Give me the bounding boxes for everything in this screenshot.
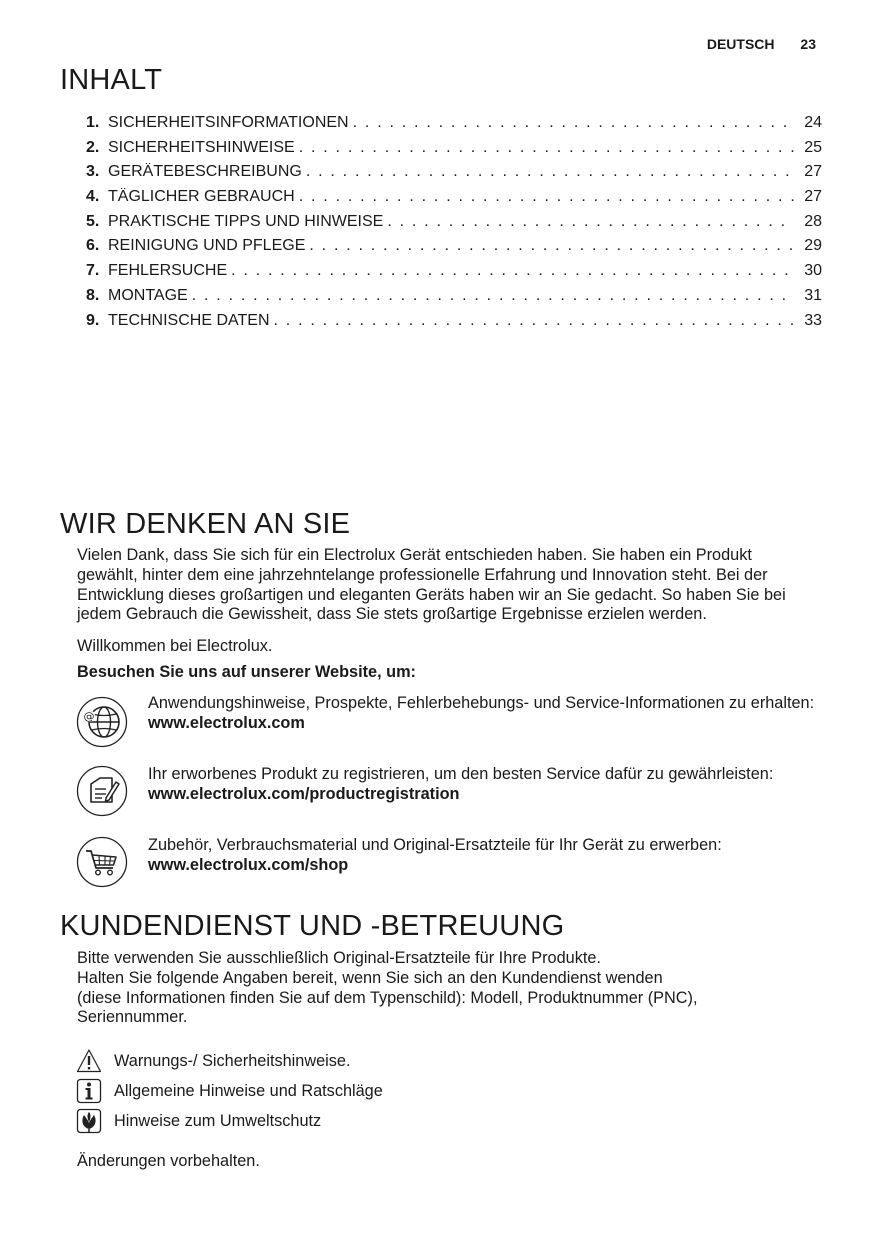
toc-leader-dots — [231, 262, 794, 280]
shopping-cart-icon — [76, 836, 128, 888]
toc-item-title: SICHERHEITSINFORMATIONEN — [108, 114, 349, 131]
toc-item-number: 4. — [86, 188, 100, 206]
visit-heading: Besuchen Sie uns auf unserer Website, um: — [77, 663, 416, 681]
toc-leader-dots — [306, 163, 794, 181]
kundendienst-line: Halten Sie folgende Angaben bereit, wenn Sie sich an den Kundendienst wenden — [77, 968, 663, 987]
toc-item[interactable] — [86, 139, 822, 164]
legend-text: Warnungs-/ Sicherheitshinweise. — [114, 1052, 351, 1070]
website-info-text: Anwendungshinweise, Prospekte, Fehlerbehebungs- und Service-Informationen zu erhalten: — [148, 694, 815, 712]
toc-title: INHALT — [60, 64, 163, 96]
toc-item-number: 1. — [86, 114, 100, 131]
toc-leader-dots — [192, 287, 794, 305]
toc-item-title: GERÄTEBESCHREIBUNG — [108, 163, 302, 181]
toc-item-number: 6. — [86, 237, 100, 255]
toc-item[interactable] — [86, 312, 822, 337]
kundendienst-line: Bitte verwenden Sie ausschließlich Original-Ersatzteile für Ihre Produkte. — [77, 949, 601, 967]
toc-item[interactable] — [86, 262, 822, 287]
toc-item-number: 8. — [86, 286, 100, 304]
toc-item-title: REINIGUNG UND PFLEGE — [108, 237, 306, 255]
page-number: 23 — [800, 36, 816, 52]
toc-item[interactable] — [86, 237, 822, 262]
toc-item-page: 29 — [804, 237, 822, 255]
toc-item-number: 9. — [86, 311, 100, 329]
toc-item-page: 28 — [804, 212, 822, 230]
toc-item-title: FEHLERSUCHE — [108, 262, 228, 280]
toc-item[interactable] — [86, 213, 822, 238]
language-label: DEUTSCH — [706, 36, 775, 52]
toc-leader-dots — [299, 139, 794, 157]
toc-item[interactable] — [86, 114, 822, 139]
shop-text: Zubehör, Verbrauchsmaterial und Original-Ersatzteile für Ihr Gerät zu erwerben: — [148, 836, 722, 854]
toc-leader-dots — [274, 312, 795, 330]
table-of-contents — [86, 114, 822, 336]
page-header — [707, 36, 816, 52]
toc-item-number: 3. — [86, 163, 100, 181]
svg-text:@: @ — [83, 710, 95, 723]
globe-at-icon — [76, 696, 128, 748]
toc-item[interactable] — [86, 188, 822, 213]
toc-item-title: MONTAGE — [108, 286, 188, 304]
kundendienst-line: (diese Informationen finden Sie auf dem Typenschild): Modell, Produktnummer (PNC), — [77, 988, 698, 1007]
intro-paragraph: Vielen Dank, dass Sie sich für ein Electrolux Gerät entschieden haben. Sie haben ein Produkt gewählt, hinter dem eine jahrzehntelange professionelle Erfahrung und Innovation steht. Bei der Entwicklung dieses großartigen und eleganten Geräts haben wir an Sie gedacht. So haben Sie bei jedem Gebrauch die Gewissheit, dass Sie stets großartige Ergebnisse erzielen werden. — [77, 546, 786, 624]
toc-item-number: 5. — [86, 212, 100, 230]
warning-icon — [76, 1048, 102, 1074]
kundendienst-line: Seriennummer. — [77, 1008, 188, 1027]
toc-leader-dots — [353, 114, 794, 132]
website-link[interactable]: www.electrolux.com — [148, 713, 305, 732]
kundendienst-paragraph — [77, 949, 817, 1028]
legend-text: Hinweise zum Umweltschutz — [114, 1112, 322, 1130]
toc-item-page: 30 — [804, 262, 822, 280]
toc-item-number: 2. — [86, 138, 100, 156]
shop-link[interactable]: www.electrolux.com/shop — [148, 855, 349, 874]
toc-item-number: 7. — [86, 262, 100, 280]
changes-note: Änderungen vorbehalten. — [77, 1152, 260, 1170]
toc-item-page: 25 — [804, 138, 822, 156]
toc-leader-dots — [387, 213, 794, 231]
toc-item-page: 33 — [804, 311, 822, 329]
toc-item-page: 24 — [804, 114, 822, 131]
toc-item-title: TECHNISCHE DATEN — [108, 311, 270, 329]
toc-item-title: PRAKTISCHE TIPPS UND HINWEISE — [108, 212, 384, 230]
toc-leader-dots — [309, 237, 794, 255]
toc-item-title: TÄGLICHER GEBRAUCH — [108, 188, 295, 206]
environment-icon — [76, 1108, 102, 1134]
welcome-text: Willkommen bei Electrolux. — [77, 637, 273, 655]
legend-text: Allgemeine Hinweise und Ratschläge — [114, 1082, 383, 1100]
toc-item-page: 31 — [804, 286, 822, 304]
toc-leader-dots — [299, 188, 794, 206]
toc-item-title: SICHERHEITSHINWEISE — [108, 138, 295, 156]
section-title-wir-denken: WIR DENKEN AN SIE — [60, 508, 351, 540]
toc-item[interactable] — [86, 163, 822, 188]
register-pen-icon — [76, 765, 128, 817]
toc-item[interactable] — [86, 287, 822, 312]
registration-text: Ihr erworbenes Produkt zu registrieren, um den besten Service dafür zu gewährleisten: — [148, 765, 774, 783]
registration-link[interactable]: www.electrolux.com/productregistration — [148, 784, 460, 803]
toc-item-page: 27 — [804, 163, 822, 181]
info-icon — [76, 1078, 102, 1104]
section-title-kundendienst: KUNDENDIENST UND -BETREUUNG — [60, 910, 565, 942]
toc-item-page: 27 — [804, 188, 822, 206]
